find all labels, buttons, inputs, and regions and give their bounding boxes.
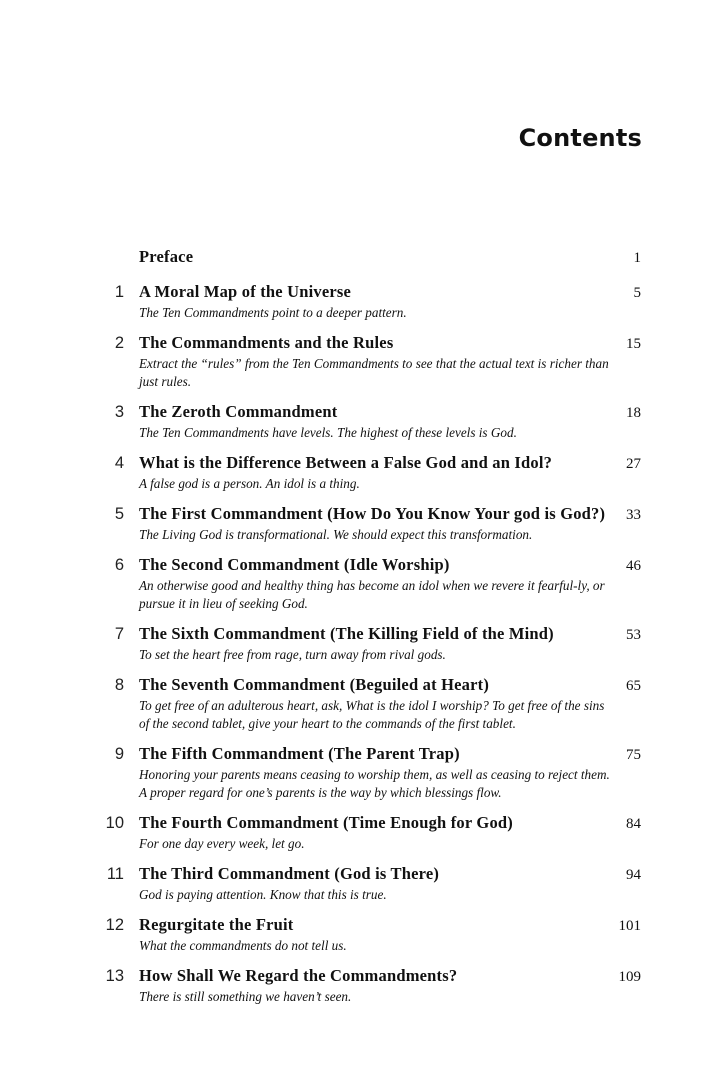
chapter-title[interactable]: The Second Commandment (Idle Worship)	[139, 555, 450, 574]
chapter-title[interactable]: The Sixth Commandment (The Killing Field of the Mind)	[139, 624, 554, 643]
chapter-title[interactable]: The Seventh Commandment (Beguiled at Heart)	[139, 675, 490, 694]
chapter-title[interactable]: How Shall We Regard the Commandments?	[139, 966, 458, 985]
chapter-summary: The Ten Commandments point to a deeper pattern.	[139, 305, 407, 320]
page-number: 15	[626, 336, 641, 352]
chapter-number: 3	[114, 403, 124, 421]
toc-entry[interactable]	[0, 330, 728, 391]
page-number: 27	[626, 456, 641, 472]
page-number: 46	[626, 558, 641, 574]
chapter-number: 6	[114, 556, 124, 574]
toc-entry[interactable]	[0, 963, 728, 1006]
page-number: 53	[626, 627, 641, 643]
chapter-summary: The Ten Commandments have levels. The highest of these levels is God.	[139, 425, 517, 440]
toc-entry[interactable]	[0, 450, 728, 493]
chapter-summary: An otherwise good and healthy thing has become an idol when we revere it fearful-ly, or pursue it in lieu of seeking God.	[139, 578, 605, 611]
page-number: 5	[633, 285, 641, 301]
chapter-summary: A false god is a person. An idol is a thing.	[139, 476, 360, 491]
chapter-title[interactable]: The Zeroth Commandment	[139, 402, 338, 421]
page-number: 33	[626, 507, 641, 523]
chapter-title[interactable]: The Commandments and the Rules	[139, 333, 394, 352]
toc-entry[interactable]	[0, 501, 728, 544]
toc-entry[interactable]	[0, 279, 728, 322]
page-number: 94	[626, 867, 641, 883]
toc-entry[interactable]	[0, 621, 728, 664]
chapter-number: 10	[105, 814, 124, 832]
table-of-contents	[0, 244, 728, 1006]
chapter-title[interactable]: Regurgitate the Fruit	[139, 915, 294, 934]
chapter-number: 11	[106, 865, 124, 883]
toc-entry[interactable]	[0, 741, 728, 802]
chapter-title[interactable]: The Third Commandment (God is There)	[139, 864, 440, 883]
chapter-number: 8	[114, 676, 124, 694]
chapter-title[interactable]: The Fifth Commandment (The Parent Trap)	[139, 744, 460, 763]
page-number: 109	[618, 969, 641, 985]
page-number: 65	[626, 678, 641, 694]
chapter-summary: To set the heart free from rage, turn away from rival gods.	[139, 647, 446, 662]
contents-heading: Contents	[518, 124, 642, 152]
chapter-number: 5	[114, 505, 124, 523]
chapter-title[interactable]: The First Commandment (How Do You Know Your god is God?)	[139, 504, 606, 523]
chapter-summary: For one day every week, let go.	[139, 836, 305, 851]
chapter-number: 9	[114, 745, 124, 763]
page-number: 101	[618, 918, 641, 934]
chapter-summary: Honoring your parents means ceasing to worship them, as well as ceasing to reject them. A proper regard for one’s parents is the way by which blessings flow.	[139, 767, 610, 800]
chapter-title[interactable]: What is the Difference Between a False God and an Idol?	[139, 453, 553, 472]
chapter-summary: Extract the “rules” from the Ten Commandments to see that the actual text is richer than just rules.	[139, 356, 609, 389]
page-number: 18	[626, 405, 641, 421]
chapter-number: 7	[114, 625, 124, 643]
page-number: 84	[626, 816, 641, 832]
chapter-title[interactable]: The Fourth Commandment (Time Enough for God)	[139, 813, 513, 832]
chapter-summary: The Living God is transformational. We should expect this transformation.	[139, 527, 533, 542]
toc-entry[interactable]	[0, 399, 728, 442]
chapter-summary: God is paying attention. Know that this is true.	[139, 887, 387, 902]
page-number: 75	[626, 747, 641, 763]
chapter-summary: There is still something we haven’t seen.	[139, 989, 352, 1004]
chapter-number: 12	[105, 916, 124, 934]
toc-entry[interactable]	[0, 552, 728, 613]
chapter-title[interactable]: Preface	[139, 247, 194, 266]
chapter-number: 13	[105, 967, 124, 985]
toc-entry[interactable]	[0, 810, 728, 853]
toc-entry[interactable]	[0, 244, 728, 270]
toc-entry[interactable]	[0, 912, 728, 955]
toc-entry[interactable]	[0, 672, 728, 733]
chapter-summary: What the commandments do not tell us.	[139, 938, 347, 953]
chapter-title[interactable]: A Moral Map of the Universe	[139, 282, 352, 301]
chapter-number: 1	[114, 283, 124, 301]
chapter-summary: To get free of an adulterous heart, ask, What is the idol I worship? To get free of the sins of the second tablet, give your heart to the commands of the first tablet.	[139, 698, 605, 731]
chapter-number: 2	[114, 334, 124, 352]
toc-entry[interactable]	[0, 861, 728, 904]
page-number: 1	[633, 250, 641, 266]
chapter-number: 4	[114, 454, 124, 472]
